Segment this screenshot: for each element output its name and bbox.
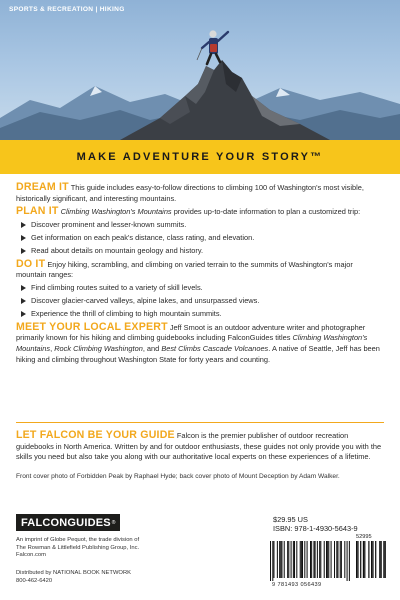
mountain-landscape [0,0,400,140]
barcode-bar [272,541,273,581]
barcode-bar [301,541,302,578]
barcode-bar [334,541,335,578]
barcode-bar [288,541,289,578]
barcode-bar [317,541,318,578]
do-section [16,259,384,320]
expert-text-2: . A native of Seattle, Jeff has been hiking and climbing throughout Washington State for forty years and counting. [16,344,380,364]
barcode [270,534,388,592]
barcode-addon-bar [356,541,357,578]
barcode-addon-bar [372,541,373,578]
bullet-triangle-icon [21,222,26,228]
distributor-info: Distributed by NATIONAL BOOK NETWORK 800-462-6420 [16,570,131,584]
section-divider [16,422,384,423]
barcode-bar [331,541,332,578]
list-item: Discover glacier-carved valleys, alpine lakes, and unsurpassed views. [21,296,384,307]
barcode-addon-bar [357,541,358,578]
barcode-bar [337,541,338,578]
cover-photo [0,0,400,140]
category-label: SPORTS & RECREATION | HIKING [9,6,125,13]
plan-heading: PLAN IT [16,205,59,218]
barcode-bar [336,541,337,578]
photo-credits: Front cover photo of Forbidden Peak by Raphael Hyde; back cover photo of Mount Deception by Adam Walker. [16,473,340,480]
barcode-bar [293,541,294,578]
barcode-bar [304,541,305,578]
do-heading: DO IT [16,257,46,270]
expert-heading: MEET YOUR LOCAL EXPERT [16,320,168,333]
barcode-bar [319,541,320,578]
barcode-addon-bar [379,541,380,578]
barcode-bar [277,541,278,578]
barcode-bar [284,541,285,578]
barcode-bar [320,541,321,578]
barcode-bar [273,541,274,578]
expert-book-title-3: Best Climbs Cascade Volcanoes [161,344,269,354]
expert-book-title-2: Rock Climbing Washington [54,344,143,354]
dream-section [16,182,384,204]
barcode-addon-bar [375,541,376,578]
do-text: Enjoy hiking, scrambling, and climbing on varied terrain to the summits of Washington's major mountain ranges: [16,259,353,280]
back-cover-copy [16,182,384,367]
barcode-bar [341,541,342,578]
falconguides-logo [16,514,120,531]
climber-figure [197,30,228,64]
barcode-bar [302,541,303,578]
barcode-addon-bar [381,541,382,578]
list-item: Experience the thrill of climbing to high mountain summits. [21,309,384,320]
barcode-bar [279,541,280,578]
bullet-triangle-icon [21,311,26,317]
imprint-info: An imprint of Globe Pequot, the trade division of The Rowman & Littlefield Publishing Group, Inc. Falcon.com [16,537,140,559]
list-item: Read about details on mountain geology and history. [21,246,384,257]
tagline: MAKE ADVENTURE YOUR STORY™ [76,151,324,163]
bullet-triangle-icon [21,285,26,291]
barcode-bar [291,541,292,578]
price-label: $29.95 US [273,515,308,524]
barcode-bar [307,541,308,578]
barcode-addon-bar [360,541,361,578]
barcode-bar [287,541,288,578]
tagline-banner [0,140,400,174]
barcode-addon-bar [371,541,372,578]
barcode-bar [311,541,312,578]
barcode-addon-number: 52995 [356,534,372,540]
barcode-bar [315,541,316,578]
bullet-triangle-icon [21,248,26,254]
dream-heading: DREAM IT [16,181,69,193]
barcode-addon-bar [383,541,384,578]
barcode-bars [270,541,388,581]
plan-bullet-list [21,220,384,257]
list-item: Find climbing routes suited to a variety of skill levels. [21,283,384,294]
expert-section [16,322,384,365]
expert-sep-2: , and [142,344,162,354]
registered-mark: ® [111,519,116,526]
plan-section [16,206,384,256]
falcon-heading: LET FALCON BE YOUR GUIDE [16,429,175,441]
barcode-bar [327,541,328,578]
barcode-addon-bar [368,541,369,578]
barcode-bar [349,541,350,581]
plan-text: provides up-to-date information to plan a customized trip: [171,207,361,217]
falcon-text: Falcon is the premier publisher of outdoor recreation guidebooks in North America. Written by and for outdoor enthusiasts, these guides not only provide you with the skills you need but also take you along with our authoritative local experts on these experiences of a lifetime. [16,431,382,462]
barcode-bar [300,541,301,578]
do-bullet-list [21,283,384,320]
barcode-bar [296,541,297,578]
barcode-bar [310,541,311,578]
list-item: Discover prominent and lesser-known summits. [21,220,384,231]
barcode-addon-bar [363,541,364,578]
barcode-bar [280,541,281,578]
logo-text: FALCONGUIDES [21,516,111,529]
barcode-number: 9 781493 056439 [272,582,322,588]
barcode-bar [347,541,348,581]
dream-text: This guide includes easy-to-follow directions to climbing 100 of Washington's most visible, historically significant, and interesting mountains. [16,183,364,203]
expert-sep-1: , [50,344,55,354]
expert-text-1: Jeff Smoot is an outdoor adventure writer and photographer primarily known for his hiking and climbing guidebooks including FalconGuides titles [16,322,366,343]
barcode-addon-bar [364,541,365,578]
list-item: Get information on each peak's distance, class rating, and elevation. [21,233,384,244]
bullet-triangle-icon [21,298,26,304]
barcode-addon-bar [385,541,386,578]
plan-book-title: Climbing Washington's Mountains [60,207,172,217]
isbn-label: ISBN: 978-1-4930-5643-9 [273,524,358,533]
barcode-bar [324,541,325,578]
barcode-bar [340,541,341,578]
bullet-triangle-icon [21,235,26,241]
barcode-bar [270,541,271,581]
barcode-bar [281,541,282,578]
barcode-bar [328,541,329,578]
falcon-section [16,430,384,463]
barcode-bar [313,541,314,578]
barcode-bar [294,541,295,578]
expert-book-title-1: Climbing Washington's Mountains [16,333,368,354]
barcode-bar [344,541,345,578]
barcode-bar [326,541,327,578]
